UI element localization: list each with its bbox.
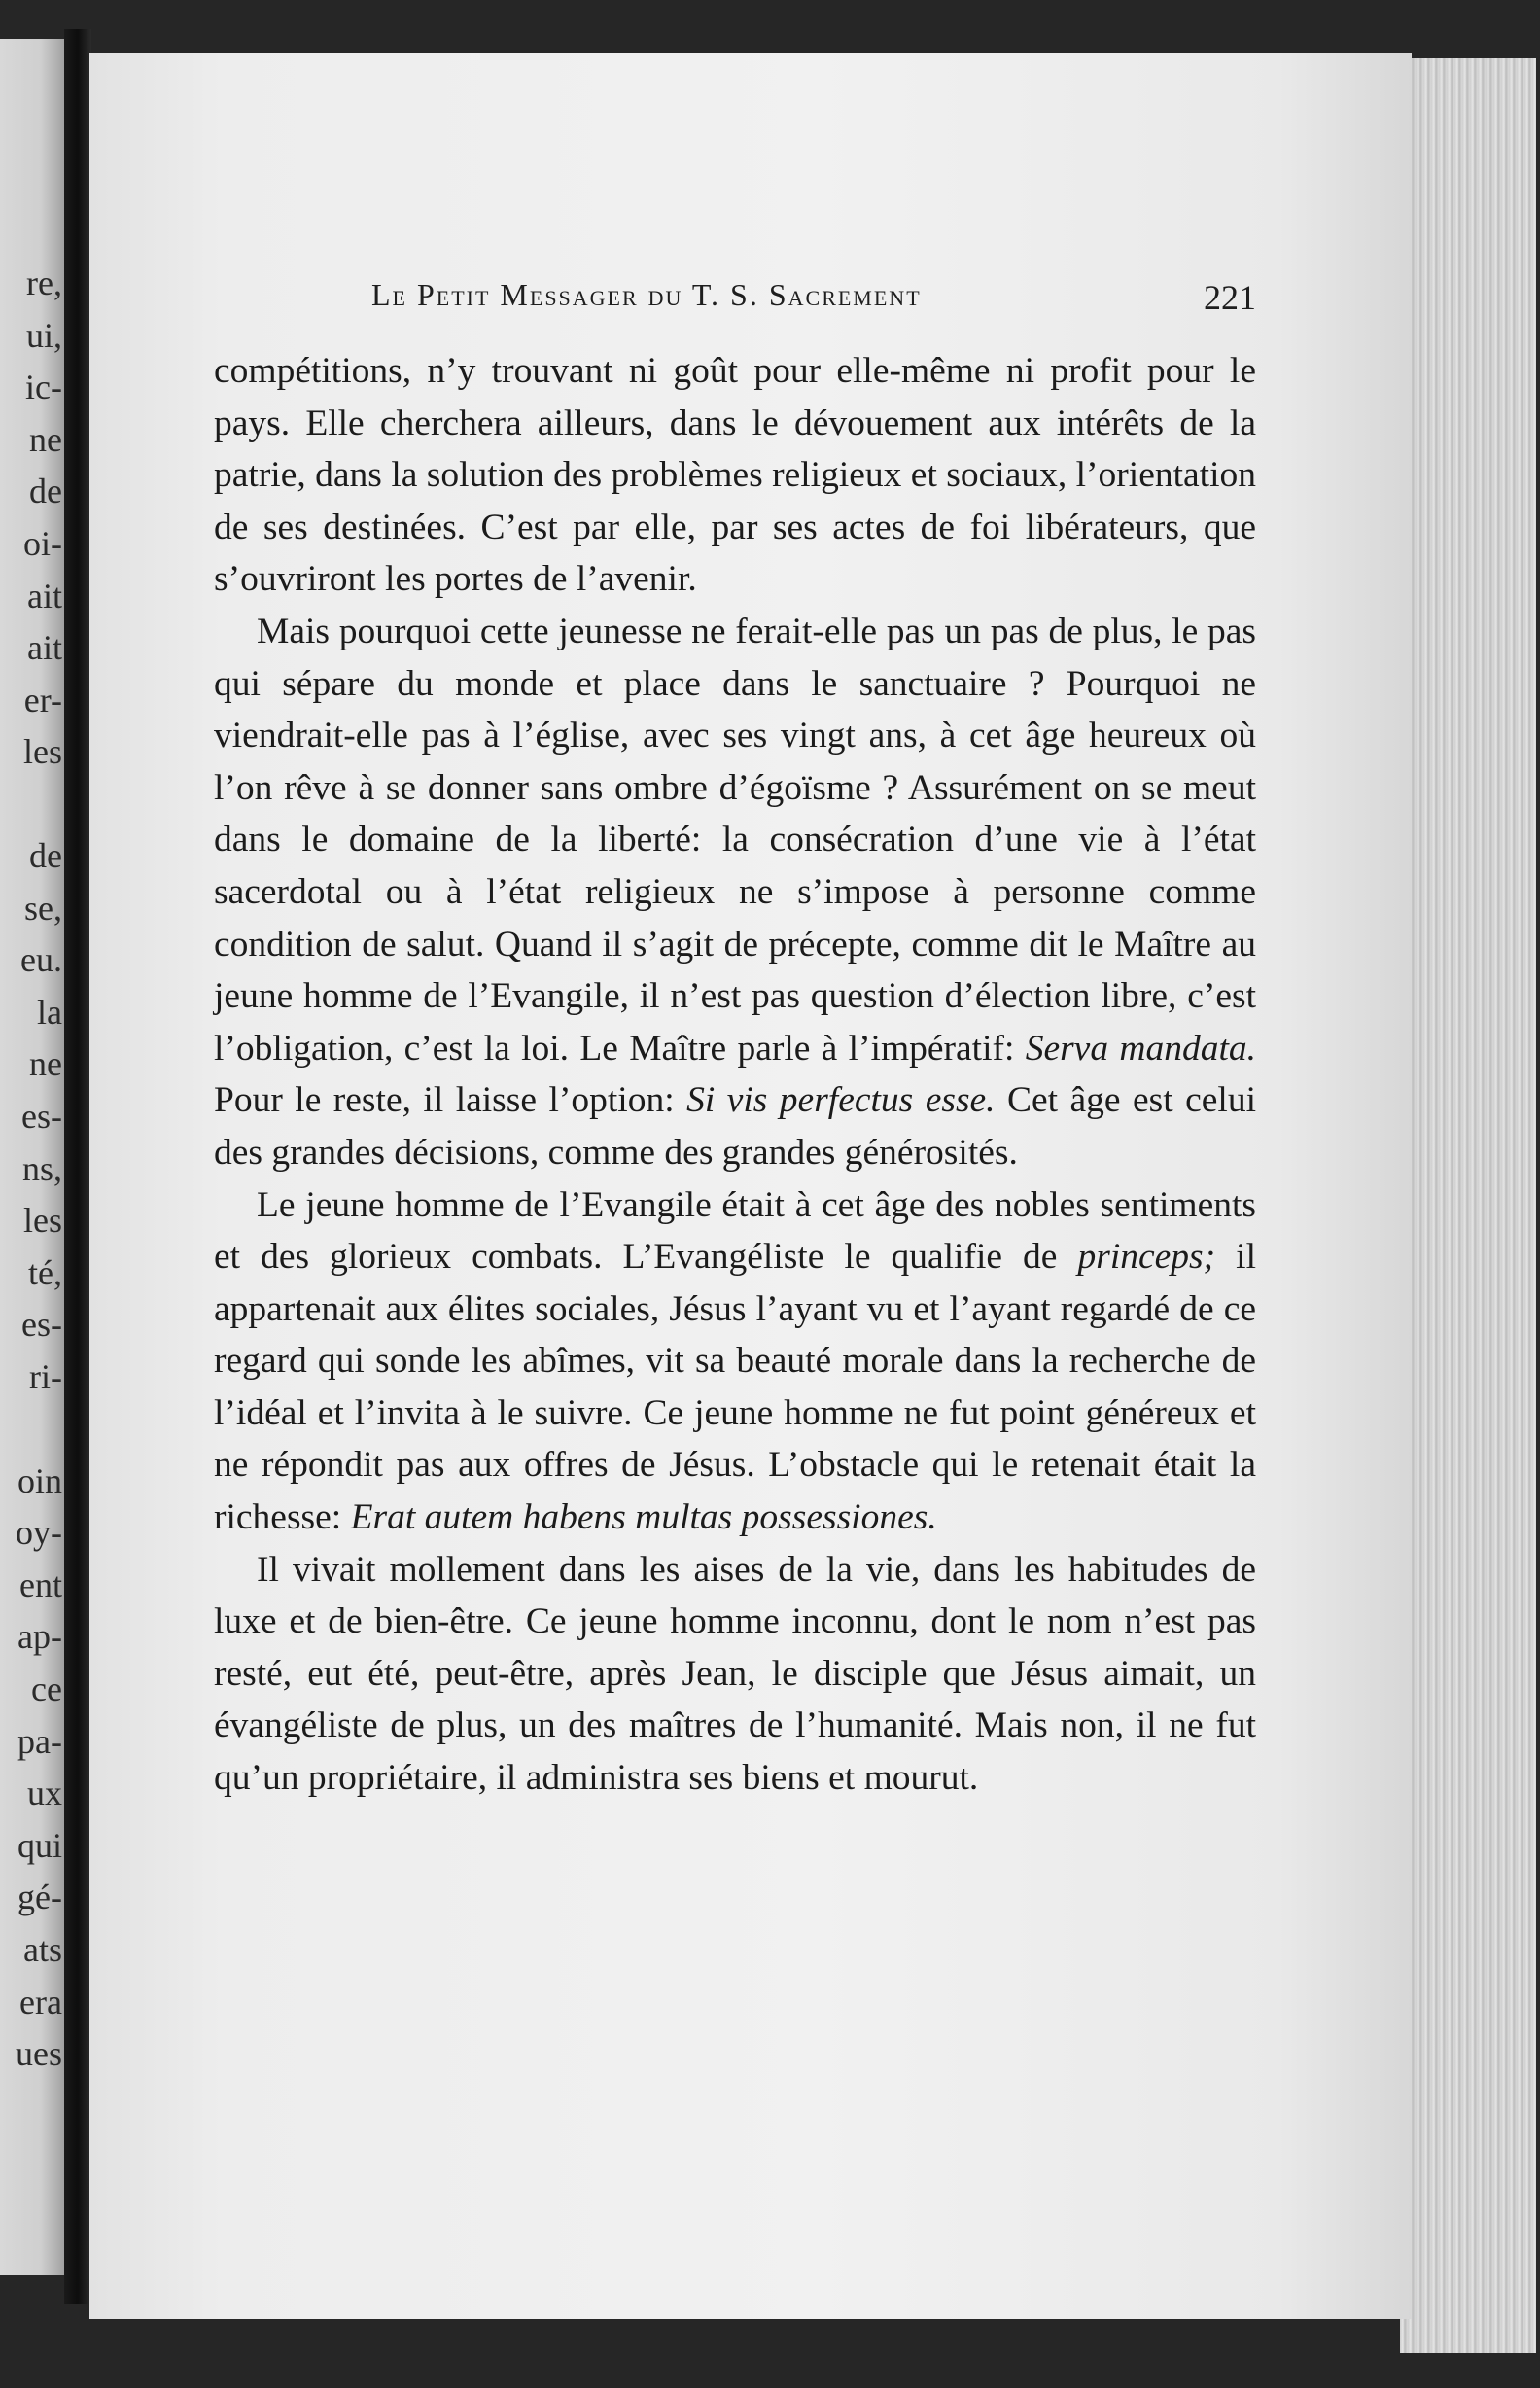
margin-fragment: de — [29, 836, 62, 875]
text-run: Cet âge est celui des grandes décisions, comme des grandes générosités. — [214, 1080, 1256, 1173]
margin-fragment: se, — [24, 888, 62, 928]
text-run: Mais pourquoi cette jeunesse ne ferait-elle pas un pas de plus, le pas qui sépare du monde et place dans le sanctuaire ? Pourquoi ne viendrait-elle pas à l’église, avec ses vingt ans, à cet âge heureux où l’on rêve à se donner sans ombre d’égoïsme ? Assurément on se meut dans le domaine de la liberté: la consécration d’une vie à l’état sacerdotal ou à l’état religieux ne s’impose à personne comme condition de salut. Quand il s’agit de précepte, comme dit le Maître au jeune homme de l’Evangile, il n’est pas question d’élection libre, c’est l’obligation, c’est la loi. Le Maître parle à l’impératif: — [214, 611, 1256, 1069]
margin-fragment: qui — [17, 1825, 62, 1865]
text-run: il appartenait aux élites sociales, Jésus l’ayant vu et l’ayant regardé de ce regard qui sonde les abîmes, vit sa beauté morale dans la recherche de l’idéal et l’invita à le suivre. Ce jeune homme ne fut point généreux et ne répondit pas aux offres de Jésus. L’obstacle qui le retenait était la richesse: — [214, 1237, 1256, 1538]
margin-fragment: ait — [27, 628, 62, 668]
margin-fragment: ns, — [21, 1148, 62, 1188]
text-run: Le jeune homme de l’Evangile était à cet âge des nobles sentiments et des glorieux combats. L’Evangéliste le qualifie de — [214, 1184, 1256, 1278]
margin-fragment: ap- — [18, 1617, 62, 1657]
margin-fragment: té, — [28, 1252, 62, 1292]
margin-fragment: ues — [16, 2034, 62, 2074]
margin-fragment: er- — [23, 680, 62, 720]
margin-fragment: ne — [29, 419, 62, 459]
margin-fragment: era — [19, 1982, 62, 2021]
margin-fragment: ats — [23, 1930, 62, 1969]
text-run: Il vivait mollement dans les aises de la vie, dans les habitudes de luxe et de bien-être. Ce jeune homme inconnu, dont le nom n’est pas resté, eut été, peut-être, après Jean, le disciple que Jésus aimait, un évangéliste de plus, un des maîtres de l’humanité. Mais non, il ne fut qu’un propriétaire, il administra ses biens et mourut. — [214, 1549, 1256, 1799]
margin-fragment: es- — [21, 1305, 62, 1345]
margin-fragment: ent — [19, 1564, 62, 1604]
margin-fragment: ce — [31, 1669, 62, 1708]
margin-fragment: les — [23, 732, 62, 772]
running-head: Le Petit Messager du T. S. Sacrement — [371, 277, 922, 312]
margin-fragment: ux — [27, 1773, 62, 1813]
latin-word: princeps; — [1077, 1237, 1216, 1278]
paragraph-3 — [214, 1179, 1256, 1544]
paragraph-4 — [214, 1544, 1256, 1805]
paragraph-1 — [214, 345, 1256, 606]
margin-fragment: oy- — [16, 1513, 62, 1553]
margin-fragment: eu. — [20, 940, 62, 980]
book-spine — [64, 29, 91, 2304]
margin-fragment: ait — [27, 576, 62, 615]
page-number: 221 — [1204, 278, 1256, 317]
book-page — [89, 53, 1412, 2319]
margin-fragment: gé- — [18, 1878, 62, 1917]
margin-fragment: ic- — [25, 368, 62, 407]
margin-fragment: oi- — [23, 524, 62, 563]
margin-fragment: ri- — [29, 1357, 62, 1396]
margin-fragment: re, — [26, 263, 62, 302]
margin-fragment: ne — [29, 1044, 62, 1084]
page-stack-edges — [1400, 58, 1536, 2353]
latin-quote: Serva mandata. — [1025, 1028, 1256, 1069]
latin-quote: Si vis perfectus esse. — [686, 1080, 996, 1121]
margin-fragment: es- — [21, 1097, 62, 1136]
latin-quote: Erat autem habens multas possessiones. — [350, 1497, 937, 1538]
margin-fragment: ui, — [25, 315, 62, 355]
paragraph-2 — [214, 606, 1256, 1179]
previous-page-edge — [0, 39, 68, 2275]
margin-fragment: pa- — [18, 1721, 62, 1761]
page-header — [371, 277, 1256, 318]
margin-fragment: les — [23, 1201, 62, 1241]
body-text — [214, 345, 1256, 1805]
text-run: Pour le reste, il laisse l’option: — [214, 1080, 687, 1121]
margin-fragment: oin — [17, 1460, 62, 1500]
margin-fragment: de — [29, 472, 62, 511]
text-run: compétitions, n’y trouvant ni goût pour elle-même ni profit pour le pays. Elle cherchera ailleurs, dans le dévouement aux intérêts de la patrie, dans la solution des problèmes religieux et sociaux, l’orientation de ses destinées. C’est par elle, par ses actes de foi libérateurs, que s’ouvriront les portes de l’avenir. — [214, 351, 1256, 600]
margin-fragment: la — [37, 992, 62, 1032]
